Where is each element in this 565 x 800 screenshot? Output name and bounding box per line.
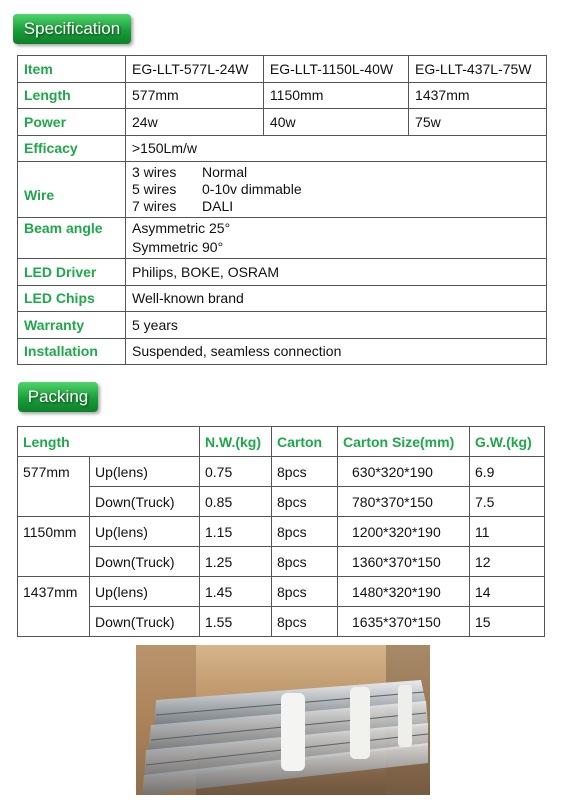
specification-table	[17, 55, 547, 365]
wire-line	[132, 181, 540, 198]
spec-label: Beam angle	[18, 218, 126, 259]
carton-cell: 8pcs	[272, 577, 338, 607]
spec-label: Item	[18, 56, 126, 83]
nw-cell: 1.55	[200, 607, 272, 637]
table-row	[18, 517, 545, 547]
spec-label: Power	[18, 109, 126, 136]
spec-label: Installation	[18, 338, 126, 365]
table-row	[18, 487, 545, 517]
carton-cell: 8pcs	[272, 517, 338, 547]
spec-row-installation	[18, 338, 547, 365]
spec-row-power	[18, 109, 547, 136]
table-row	[18, 457, 545, 487]
direction-cell: Up(lens)	[90, 457, 200, 487]
spec-label: Efficacy	[18, 135, 126, 162]
length-cell: 1150mm	[18, 517, 90, 577]
direction-cell: Up(lens)	[90, 517, 200, 547]
foam-spacer	[350, 687, 370, 759]
spec-label: Warranty	[18, 312, 126, 339]
spec-label: LED Chips	[18, 285, 126, 312]
wire-desc: Normal	[202, 164, 248, 180]
spec-value: 24w	[126, 109, 264, 136]
nw-cell: 1.25	[200, 547, 272, 577]
header-nw: N.W.(kg)	[200, 427, 272, 457]
carton-size-cell: 1480*320*190	[338, 577, 470, 607]
table-row	[18, 607, 545, 637]
spec-value: Suspended, seamless connection	[126, 338, 547, 365]
wire-count: 3 wires	[132, 164, 177, 180]
gw-cell: 14	[470, 577, 545, 607]
beam-line: Asymmetric 25°	[132, 220, 231, 236]
packing-photo-illustration	[136, 645, 430, 795]
table-row	[18, 577, 545, 607]
spec-row-efficacy	[18, 135, 547, 162]
spec-row-length	[18, 82, 547, 109]
carton-cell: 8pcs	[272, 457, 338, 487]
gw-cell: 12	[470, 547, 545, 577]
header-length: Length	[18, 427, 200, 457]
spec-row-wire	[18, 162, 547, 218]
gw-cell: 15	[470, 607, 545, 637]
spec-value: EG-LLT-577L-24W	[126, 56, 264, 83]
wire-line	[132, 198, 540, 215]
nw-cell: 1.45	[200, 577, 272, 607]
nw-cell: 0.85	[200, 487, 272, 517]
spec-value: 577mm	[126, 82, 264, 109]
carton-size-cell: 1200*320*190	[338, 517, 470, 547]
foam-spacer	[281, 693, 305, 771]
nw-cell: 1.15	[200, 517, 272, 547]
carton-cell: 8pcs	[272, 607, 338, 637]
spec-row-warranty	[18, 312, 547, 339]
spec-row-beam-angle	[18, 218, 547, 259]
wire-desc: 0-10v dimmable	[202, 181, 302, 197]
nw-cell: 0.75	[200, 457, 272, 487]
gw-cell: 6.9	[470, 457, 545, 487]
header-carton-size: Carton Size(mm)	[338, 427, 470, 457]
spec-value: 75w	[409, 109, 547, 136]
packing-table	[17, 426, 545, 637]
direction-cell: Up(lens)	[90, 577, 200, 607]
spec-row-item	[18, 56, 547, 83]
spec-value	[126, 162, 547, 218]
header-carton: Carton	[272, 427, 338, 457]
spec-value	[126, 218, 547, 259]
spec-value: 1437mm	[409, 82, 547, 109]
spec-row-led-chips	[18, 285, 547, 312]
header-gw: G.W.(kg)	[470, 427, 545, 457]
specification-title: Specification	[13, 14, 131, 44]
beam-line: Symmetric 90°	[132, 239, 224, 255]
spec-row-led-driver	[18, 259, 547, 286]
direction-cell: Down(Truck)	[90, 487, 200, 517]
wire-count: 7 wires	[132, 198, 177, 214]
spec-label: LED Driver	[18, 259, 126, 286]
carton-size-cell: 1360*370*150	[338, 547, 470, 577]
wire-desc: DALI	[202, 198, 234, 214]
spec-value: 1150mm	[263, 82, 408, 109]
spec-value: >150Lm/w	[126, 135, 547, 162]
spec-value: Well-known brand	[126, 285, 547, 312]
gw-cell: 11	[470, 517, 545, 547]
direction-cell: Down(Truck)	[90, 547, 200, 577]
spec-label: Wire	[18, 162, 126, 218]
carton-size-cell: 630*320*190	[338, 457, 470, 487]
packing-title: Packing	[18, 382, 98, 412]
carton-cell: 8pcs	[272, 547, 338, 577]
direction-cell: Down(Truck)	[90, 607, 200, 637]
packing-photo	[136, 645, 430, 795]
spec-label: Length	[18, 82, 126, 109]
carton-cell: 8pcs	[272, 487, 338, 517]
spec-value: EG-LLT-437L-75W	[409, 56, 547, 83]
gw-cell: 7.5	[470, 487, 545, 517]
spec-value: 40w	[263, 109, 408, 136]
foam-spacer	[398, 685, 412, 747]
carton-size-cell: 1635*370*150	[338, 607, 470, 637]
length-cell: 1437mm	[18, 577, 90, 637]
spec-value: EG-LLT-1150L-40W	[263, 56, 408, 83]
wire-count: 5 wires	[132, 181, 177, 197]
length-cell: 577mm	[18, 457, 90, 517]
table-header-row	[18, 427, 545, 457]
table-row	[18, 547, 545, 577]
carton-size-cell: 780*370*150	[338, 487, 470, 517]
spec-value: Philips, BOKE, OSRAM	[126, 259, 547, 286]
wire-line	[132, 164, 540, 181]
spec-value: 5 years	[126, 312, 547, 339]
